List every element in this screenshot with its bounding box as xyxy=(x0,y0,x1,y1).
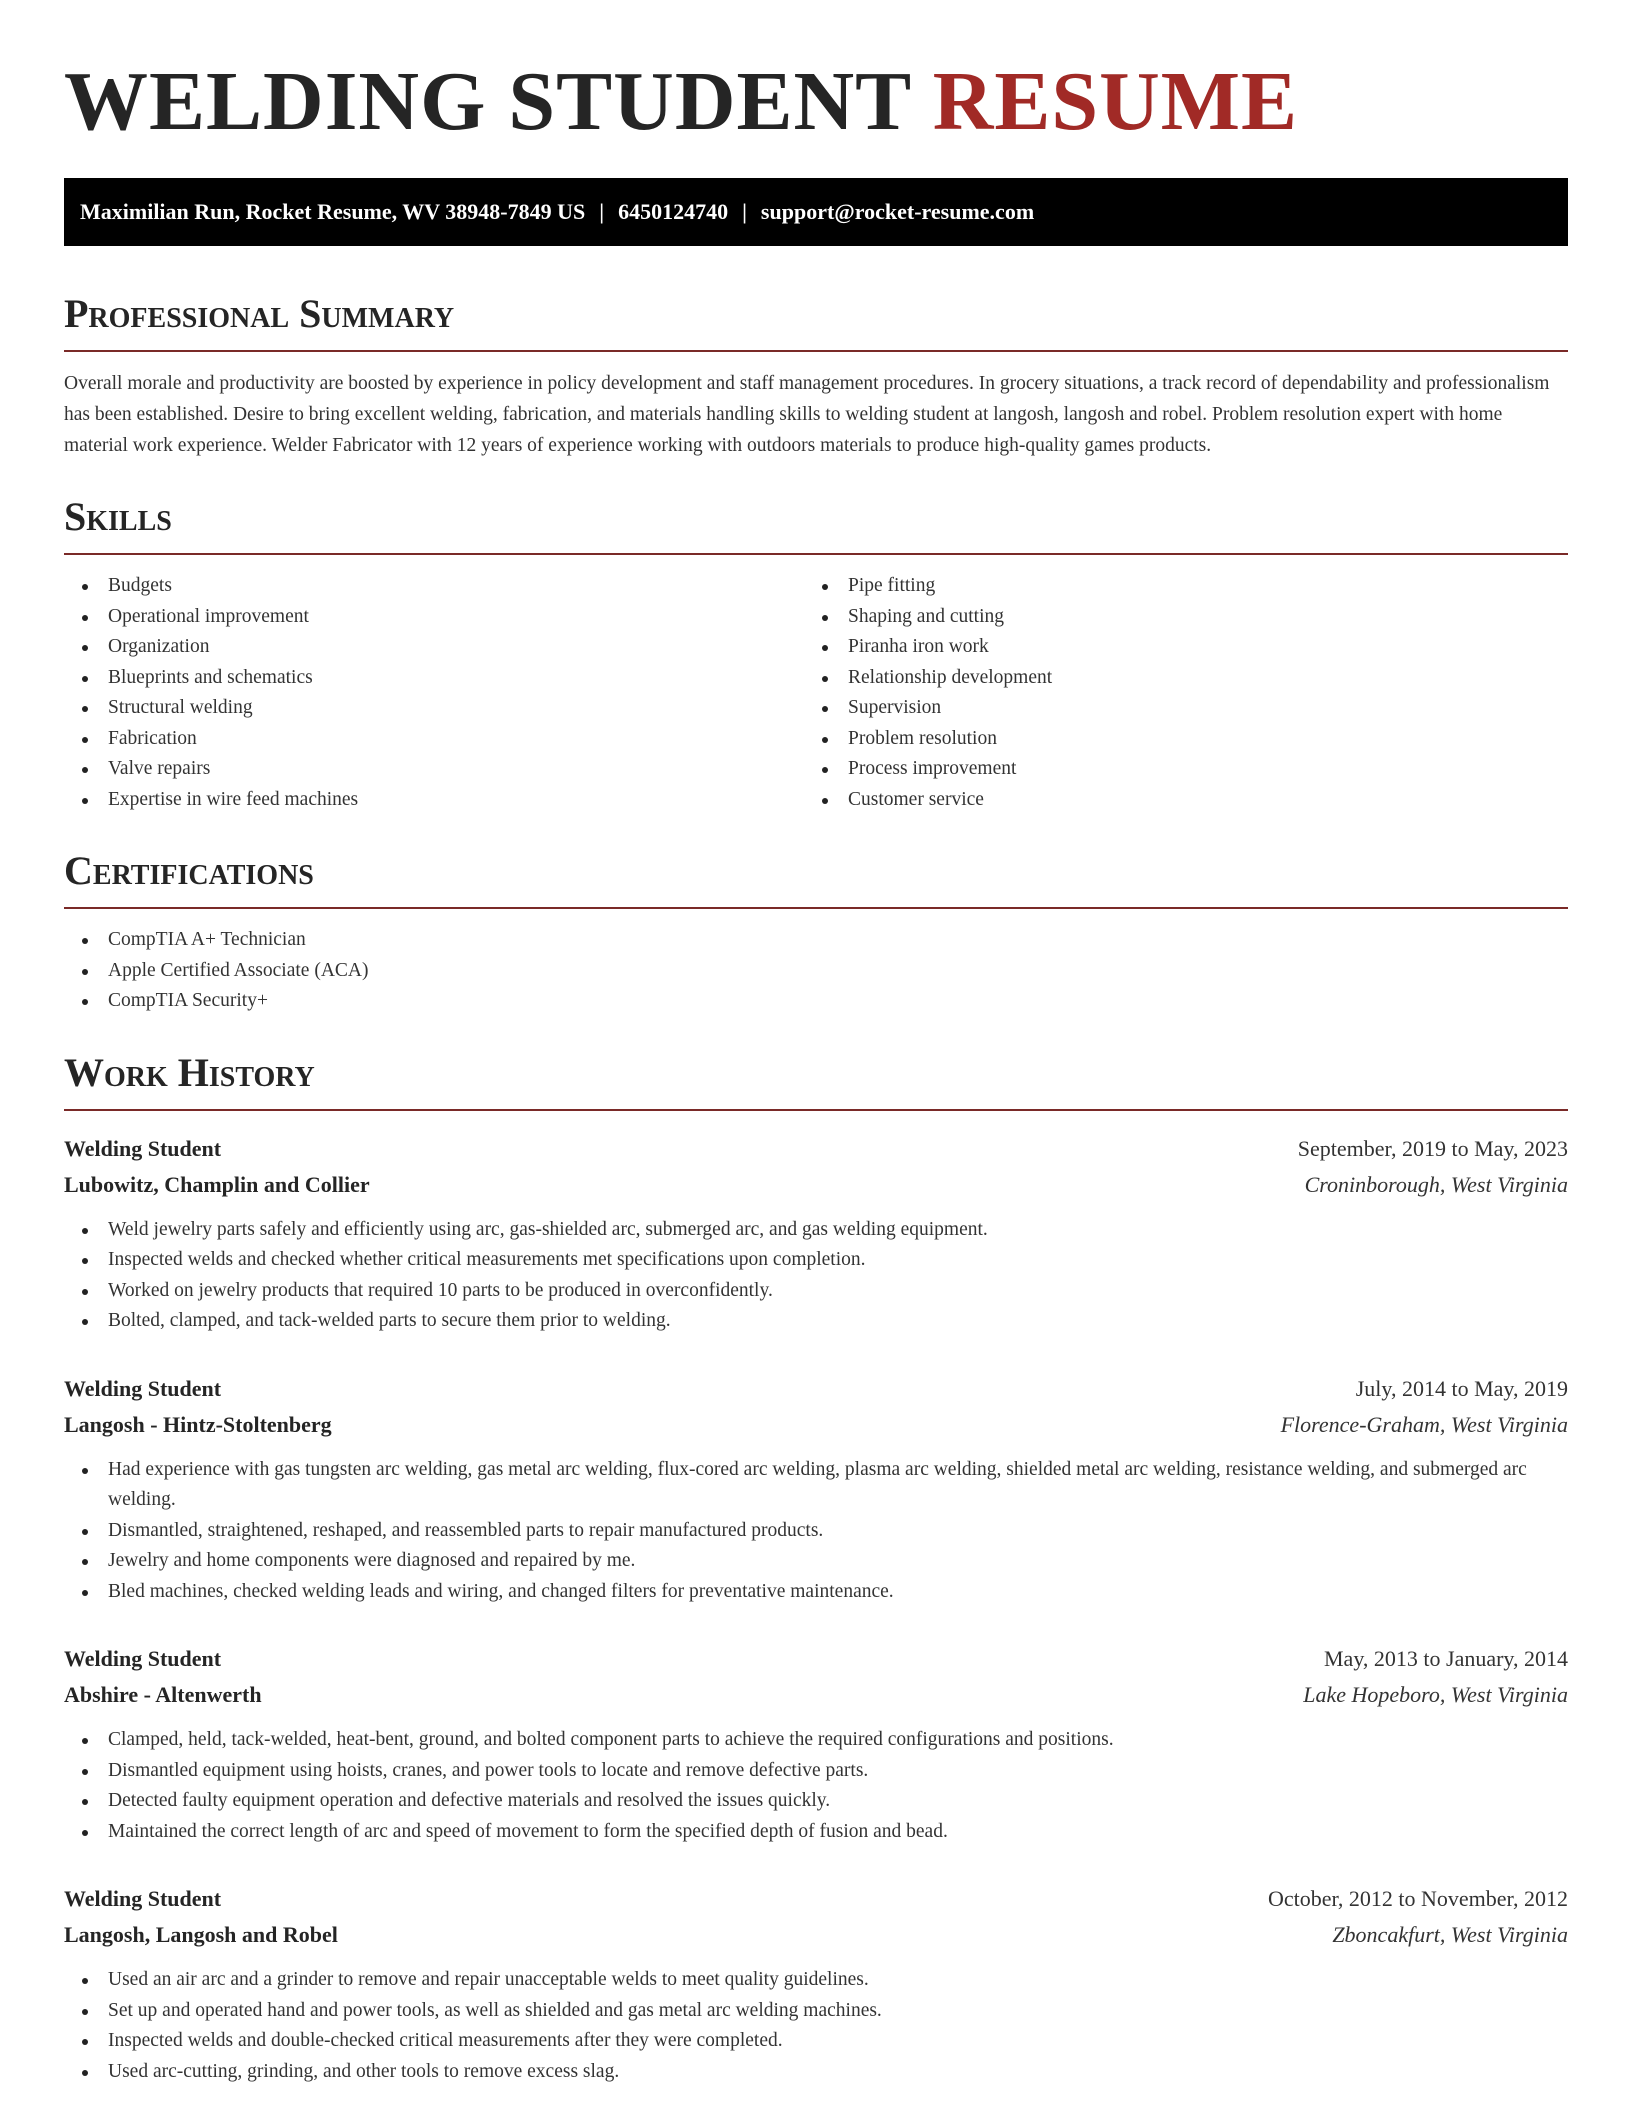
skill-item: Organization xyxy=(64,632,816,663)
certifications-list xyxy=(64,925,1568,1017)
job-company-row xyxy=(64,1917,1568,1953)
skill-item: Structural welding xyxy=(64,693,816,724)
contact-separator: | xyxy=(599,199,605,224)
job-bullet: Maintained the correct length of arc and speed of movement to form the specified depth of fusion and bead. xyxy=(64,1817,1568,1848)
job-bullet: Had experience with gas tungsten arc welding, gas metal arc welding, flux-cored arc welding, plasma arc welding, shielded metal arc welding, resistance welding, and submerged arc welding. xyxy=(64,1455,1568,1516)
contact-address: Maximilian Run, Rocket Resume, WV 38948-7849 US xyxy=(80,199,586,224)
job-bullets xyxy=(64,1455,1568,1608)
skills-list-right xyxy=(816,571,1568,815)
job-bullet: Inspected welds and checked whether critical measurements met specifications upon completion. xyxy=(64,1245,1568,1276)
work-history-heading: Work History xyxy=(64,1047,1568,1111)
job-bullet: Dismantled equipment using hoists, cranes, and power tools to locate and remove defective parts. xyxy=(64,1756,1568,1787)
job-dates: September, 2019 to May, 2023 xyxy=(1297,1135,1568,1161)
skill-item: Operational improvement xyxy=(64,602,816,633)
job-bullet: Detected faulty equipment operation and defective materials and resolved the issues quickly. xyxy=(64,1786,1568,1817)
job-bullet: Inspected welds and double-checked critical measurements after they were completed. xyxy=(64,2026,1568,2057)
skill-item: Relationship development xyxy=(816,663,1568,694)
contact-separator: | xyxy=(742,199,747,224)
job-dates: July, 2014 to May, 2019 xyxy=(1355,1375,1568,1401)
skill-item: Valve repairs xyxy=(64,754,816,785)
job-company: Lubowitz, Champlin and Collier xyxy=(64,1171,370,1197)
job-bullet: Worked on jewelry products that required 10 parts to be produced in overconfidently. xyxy=(64,1276,1568,1307)
certification-item: CompTIA A+ Technician xyxy=(64,925,1568,956)
job-dates: May, 2013 to January, 2014 xyxy=(1324,1646,1568,1671)
job-entry xyxy=(64,1641,1568,1847)
job-bullet: Used an air arc and a grinder to remove and repair unacceptable welds to meet quality guidelines. xyxy=(64,1965,1568,1996)
skill-item: Problem resolution xyxy=(816,724,1568,755)
skill-item: Fabrication xyxy=(64,724,816,755)
job-bullet: Dismantled, straightened, reshaped, and reassembled parts to repair manufactured products. xyxy=(64,1516,1568,1547)
title-accent: RESUME xyxy=(932,55,1299,148)
skill-item: Piranha iron work xyxy=(816,632,1568,663)
job-title: Welding Student xyxy=(64,1646,222,1671)
skill-item: Budgets xyxy=(64,571,816,602)
job-bullet: Set up and operated hand and power tools, as well as shielded and gas metal arc welding machines. xyxy=(64,1996,1568,2027)
job-title: Welding Student xyxy=(64,1886,222,1911)
summary-text: Overall morale and productivity are boosted by experience in policy development and staff management procedures. In grocery situations, a track record of dependability and professionalism has been established. Desire to bring excellent welding, fabrication, and materials handling skills to welding student at langosh, langosh and robel. Problem resolution expert with home material work experience. Welder Fabricator with 12 years of experience working with outdoors materials to produce high-quality games products. xyxy=(64,373,1550,456)
job-header-row xyxy=(64,1641,1568,1677)
title-main: WELDING STUDENT xyxy=(64,55,911,148)
skill-item: Shaping and cutting xyxy=(816,602,1568,633)
job-location: Croninborough, West Virginia xyxy=(1304,1171,1568,1197)
skill-item: Pipe fitting xyxy=(816,571,1568,602)
job-bullets xyxy=(64,1215,1568,1337)
job-bullets xyxy=(64,1965,1568,2087)
job-location: Florence-Graham, West Virginia xyxy=(1280,1411,1568,1437)
certification-item: Apple Certified Associate (ACA) xyxy=(64,956,1568,987)
job-bullet: Bled machines, checked welding leads and wiring, and changed filters for preventative maintenance. xyxy=(64,1577,1568,1608)
skill-item: Expertise in wire feed machines xyxy=(64,785,816,816)
job-company: Langosh - Hintz-Stoltenberg xyxy=(64,1411,332,1437)
job-entry xyxy=(64,1881,1568,2087)
job-header-row xyxy=(64,1371,1568,1407)
job-location: Zboncakfurt, West Virginia xyxy=(1332,1922,1568,1947)
skill-item: Process improvement xyxy=(816,754,1568,785)
job-bullet: Clamped, held, tack-welded, heat-bent, ground, and bolted component parts to achieve the required configurations and positions. xyxy=(64,1725,1568,1756)
job-header-row xyxy=(64,1881,1568,1917)
contact-email[interactable]: support@rocket-resume.com xyxy=(760,199,1035,224)
job-entry xyxy=(64,1131,1568,1337)
contact-bar xyxy=(64,178,1568,246)
skills-grid xyxy=(64,571,1568,815)
job-location: Lake Hopeboro, West Virginia xyxy=(1303,1682,1568,1707)
skill-item: Blueprints and schematics xyxy=(64,663,816,694)
skills-column-right xyxy=(816,571,1568,815)
job-company: Langosh, Langosh and Robel xyxy=(64,1922,338,1947)
job-bullet: Used arc-cutting, grinding, and other tools to remove excess slag. xyxy=(64,2057,1568,2088)
job-bullets xyxy=(64,1725,1568,1847)
skills-list-left xyxy=(64,571,816,815)
summary-heading: Professional Summary xyxy=(64,288,1568,352)
job-dates: October, 2012 to November, 2012 xyxy=(1267,1886,1568,1911)
job-header-row xyxy=(64,1131,1568,1167)
job-bullet: Weld jewelry parts safely and efficiently using arc, gas-shielded arc, submerged arc, and gas welding equipment. xyxy=(64,1215,1568,1246)
certification-item: CompTIA Security+ xyxy=(64,986,1568,1017)
job-entry xyxy=(64,1371,1568,1608)
job-bullet: Bolted, clamped, and tack-welded parts to secure them prior to welding. xyxy=(64,1306,1568,1337)
skills-heading: Skills xyxy=(64,491,1568,555)
job-company-row xyxy=(64,1677,1568,1713)
certifications-heading: Certifications xyxy=(64,845,1568,909)
skill-item: Customer service xyxy=(816,785,1568,816)
resume-title xyxy=(64,52,1568,152)
skill-item: Supervision xyxy=(816,693,1568,724)
job-title: Welding Student xyxy=(64,1135,222,1161)
skills-column-left xyxy=(64,571,816,815)
job-title: Welding Student xyxy=(64,1375,222,1401)
job-bullet: Jewelry and home components were diagnosed and repaired by me. xyxy=(64,1546,1568,1577)
job-company-row xyxy=(64,1407,1568,1443)
job-company-row xyxy=(64,1167,1568,1203)
job-company: Abshire - Altenwerth xyxy=(64,1682,262,1707)
contact-phone[interactable]: 6450124740 xyxy=(618,199,729,224)
